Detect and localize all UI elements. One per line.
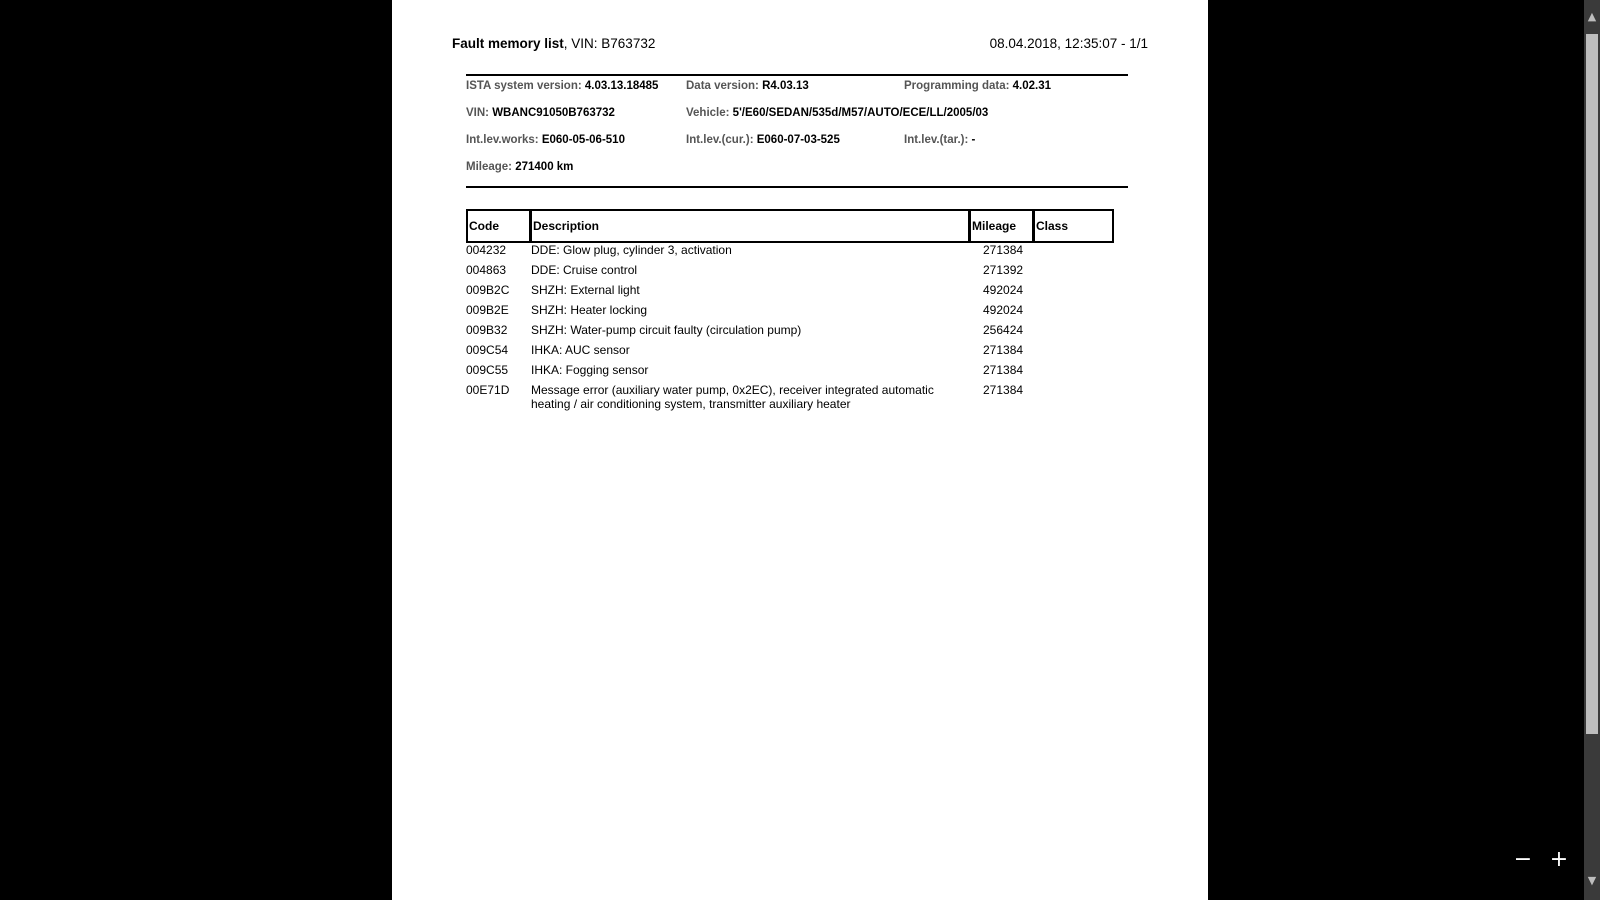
info-value: E060-07-03-525 — [756, 134, 840, 146]
zoom-in-button[interactable]: + — [1549, 847, 1569, 872]
divider-top — [466, 74, 1128, 76]
title-bold: Fault memory list — [452, 36, 564, 51]
fault-code: 004863 — [466, 263, 507, 277]
column-header-mileage: Mileage — [969, 209, 1034, 243]
fault-mileage: 492024 — [983, 283, 1024, 297]
info-value: 5'/E60/SEDAN/535d/M57/AUTO/ECE/LL/2005/03 — [732, 107, 989, 119]
fault-table — [466, 209, 1118, 411]
info-intlev-cur — [686, 134, 840, 146]
scroll-down-icon[interactable]: ▼ — [1587, 874, 1597, 887]
zoom-out-button[interactable]: − — [1513, 847, 1533, 872]
info-value: 4.02.31 — [1012, 80, 1052, 92]
fault-mileage: 271392 — [983, 263, 1024, 277]
fault-code: 009C55 — [466, 363, 509, 377]
fault-mileage: 256424 — [983, 323, 1024, 337]
table-body — [466, 243, 1118, 411]
vertical-scrollbar[interactable] — [1584, 0, 1600, 900]
column-header-class: Class — [1033, 209, 1114, 243]
info-data-version — [686, 80, 809, 92]
fault-mileage: 271384 — [983, 383, 1024, 397]
fault-mileage: 271384 — [983, 243, 1024, 257]
info-label: Vehicle: — [686, 107, 730, 119]
column-header-description: Description — [530, 209, 970, 243]
info-label: VIN: — [466, 107, 489, 119]
table-row — [466, 383, 1118, 411]
document-date-page: 08.04.2018, 12:35:07 - 1/1 — [989, 36, 1148, 51]
info-intlev-tar — [904, 134, 975, 146]
info-programming-data — [904, 80, 1051, 92]
table-row — [466, 243, 1118, 263]
info-label: Int.lev.works: — [466, 134, 539, 146]
info-value: 271400 km — [515, 161, 574, 173]
table-row — [466, 303, 1118, 323]
fault-code: 00E71D — [466, 383, 510, 397]
table-row — [466, 343, 1118, 363]
info-value: R4.03.13 — [762, 80, 809, 92]
divider-bottom — [466, 186, 1128, 188]
fault-code: 004232 — [466, 243, 507, 257]
table-row — [466, 263, 1118, 283]
info-label: Int.lev.(cur.): — [686, 134, 754, 146]
document-page — [392, 0, 1208, 900]
fault-description: DDE: Cruise control — [531, 263, 638, 277]
scrollbar-thumb[interactable] — [1586, 34, 1598, 734]
info-label: ISTA system version: — [466, 80, 582, 92]
info-label: Programming data: — [904, 80, 1010, 92]
fault-description: Message error (auxiliary water pump, 0x2EC), receiver integrated automatic heating / air conditioning system, transmitter auxiliary heater — [531, 383, 934, 411]
fault-description: DDE: Glow plug, cylinder 3, activation — [531, 243, 732, 257]
table-row — [466, 363, 1118, 383]
info-mileage — [466, 161, 573, 173]
table-row — [466, 283, 1118, 303]
info-label: Mileage: — [466, 161, 513, 173]
fault-code: 009B2E — [466, 303, 509, 317]
fault-description: IHKA: AUC sensor — [531, 343, 630, 357]
fault-code: 009B2C — [466, 283, 510, 297]
table-header — [466, 209, 1118, 243]
fault-mileage: 271384 — [983, 363, 1024, 377]
info-ista-version — [466, 80, 658, 92]
fault-code: 009B32 — [466, 323, 508, 337]
fault-description: SHZH: Water-pump circuit faulty (circulation pump) — [531, 323, 802, 337]
info-vin — [466, 107, 615, 119]
fault-mileage: 492024 — [983, 303, 1024, 317]
info-intlev-works — [466, 134, 625, 146]
fault-description: SHZH: Heater locking — [531, 303, 648, 317]
table-row — [466, 323, 1118, 343]
fault-mileage: 271384 — [983, 343, 1024, 357]
fault-description: SHZH: External light — [531, 283, 640, 297]
info-label: Int.lev.(tar.): — [904, 134, 969, 146]
fault-code: 009C54 — [466, 343, 509, 357]
info-value: - — [971, 134, 976, 146]
fault-description: IHKA: Fogging sensor — [531, 363, 649, 377]
info-value: 4.03.13.18485 — [584, 80, 659, 92]
title-vin: , VIN: B763732 — [563, 36, 656, 51]
document-title — [452, 36, 655, 51]
info-label: Data version: — [686, 80, 759, 92]
scroll-up-icon[interactable]: ▲ — [1587, 10, 1597, 23]
info-value: E060-05-06-510 — [541, 134, 625, 146]
info-vehicle — [686, 107, 988, 119]
info-value: WBANC91050B763732 — [492, 107, 615, 119]
column-header-code: Code — [466, 209, 531, 243]
